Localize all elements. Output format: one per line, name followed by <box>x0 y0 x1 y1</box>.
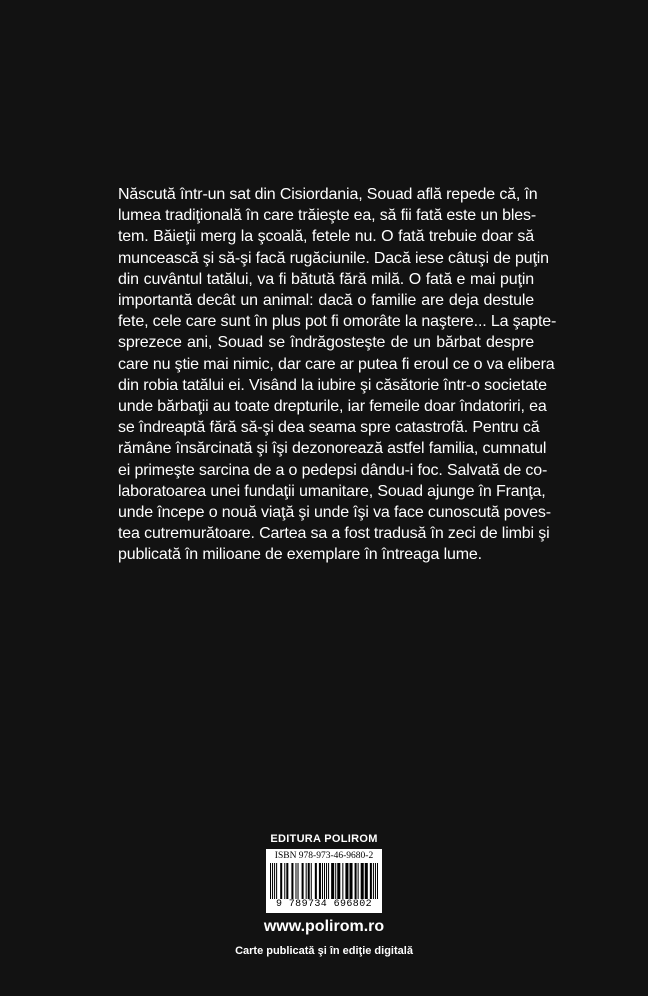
barcode-bar <box>272 863 273 899</box>
barcode-bar <box>335 863 336 899</box>
blurb-line: sprezece ani, Souad se îndrăgosteşte de un bărbat despre <box>118 334 534 352</box>
blurb-line: unde începe o nouă viaţă şi unde îşi va face cunoscută poves- <box>118 504 551 522</box>
blurb-line: publicată în milioane de exemplare în întreaga lume. <box>118 546 482 564</box>
back-cover-blurb <box>118 184 557 566</box>
blurb-line: muncească şi să-şi facă rugăciunile. Dacă iese câtuşi de puţin <box>118 249 549 267</box>
barcode-bars <box>270 863 378 899</box>
barcode-bar <box>315 863 317 899</box>
isbn-barcode <box>266 849 382 913</box>
barcode-bar <box>311 863 312 899</box>
blurb-line: lumea tradiţională în care trăieşte ea, să fii fată este un bles- <box>118 207 537 225</box>
barcode-bar <box>365 863 368 899</box>
barcode-bar <box>326 863 327 899</box>
barcode-bar <box>291 863 293 899</box>
barcode-bar <box>274 863 275 899</box>
barcode-bar <box>322 863 323 899</box>
barcode-bar <box>331 863 334 899</box>
blurb-line: importantă decât un animal: dacă o familie are deja destule <box>118 292 534 310</box>
barcode-bar <box>358 863 359 899</box>
barcode-bar <box>375 863 376 899</box>
barcode-bar <box>280 863 282 899</box>
publisher-name: EDITURA POLIROM <box>270 833 378 845</box>
blurb-line: din cuvântul tatălui, va fi bătută fără milă. O fată e mai puţin <box>118 270 534 288</box>
barcode-bar <box>295 863 296 899</box>
blurb-line: tea cutremurătoare. Cartea sa a fost tradusă în zeci de limbi şi <box>118 525 550 543</box>
barcode-bar <box>373 863 374 899</box>
barcode-bar <box>345 863 348 899</box>
barcode-bar <box>377 863 378 899</box>
barcode-bar <box>349 863 352 899</box>
barcode-bar <box>355 863 357 899</box>
barcode-bar <box>306 863 307 899</box>
barcode-bar <box>302 863 304 899</box>
digital-edition-note: Carte publicată şi în ediţie digitală <box>235 945 413 957</box>
barcode-bar <box>270 863 271 899</box>
barcode-bar <box>286 863 288 899</box>
blurb-line: tem. Băieţii merg la şcoală, fetele nu. O fată trebuie doar să <box>118 228 534 246</box>
barcode-digits: 9 789734 696802 <box>275 899 372 910</box>
isbn-number: ISBN 978-973-46-9680-2 <box>274 851 374 861</box>
blurb-line: se îndreaptă fără să-şi dea seama spre catastrofă. Pentru că <box>118 419 540 437</box>
barcode-bar <box>319 863 321 899</box>
barcode-bar <box>298 863 299 899</box>
barcode-bar <box>342 863 343 899</box>
barcode-bar <box>276 863 277 899</box>
blurb-line: fete, cele care sunt în plus pot fi omorâte la naştere... La şapte- <box>118 313 557 331</box>
barcode-bar <box>284 863 285 899</box>
blurb-line: din robia tatălui ei. Visând la iubire şi căsătorie într-o societate <box>118 376 547 394</box>
publisher-website: www.polirom.ro <box>263 918 385 935</box>
barcode-bar <box>370 863 372 899</box>
barcode-bar <box>328 863 329 899</box>
barcode-bar <box>324 863 325 899</box>
blurb-line: ei primeşte sarcina de a o pedepsi dându-i foc. Salvată de co- <box>118 461 548 479</box>
barcode-bar <box>337 863 340 899</box>
barcode-bar <box>308 863 310 899</box>
blurb-line: Născută într-un sat din Cisiordania, Souad află repede că, în <box>118 186 538 203</box>
blurb-line: care nu ştie mai nimic, dar care ar putea fi eroul ce o va elibera <box>118 355 555 373</box>
blurb-line: unde bărbaţii au toate drepturile, iar femeile doar îndatoriri, ea <box>118 398 547 416</box>
barcode-bar <box>361 863 364 899</box>
blurb-line: laboratoarea unei fundaţii umanitare, Souad ajunge în Franţa, <box>118 482 546 500</box>
blurb-line: rămâne însărcinată şi îşi dezonorează astfel familia, cumnatul <box>118 440 547 458</box>
